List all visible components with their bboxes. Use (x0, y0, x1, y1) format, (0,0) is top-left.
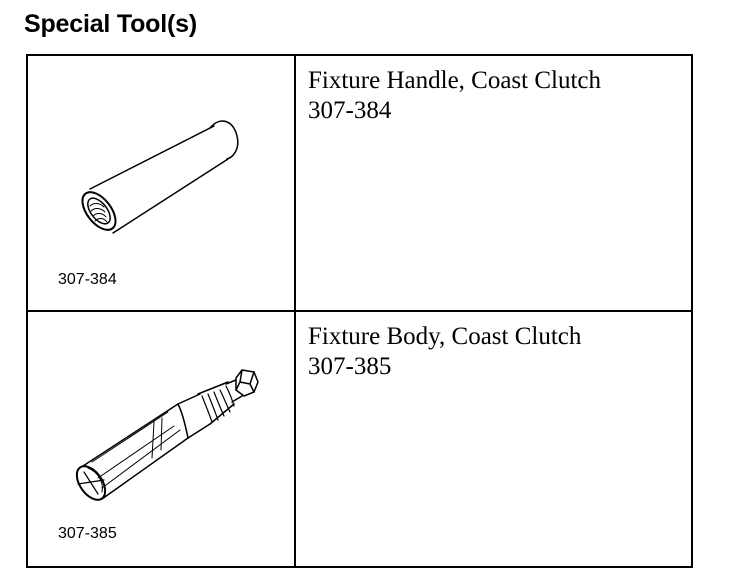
tool-number: 307-385 (308, 353, 392, 380)
tool-image-cell (28, 56, 296, 310)
tool-part-number-label: 307-384 (58, 271, 117, 288)
table-row (28, 312, 691, 566)
tool-description-cell (296, 312, 691, 566)
special-tools-table (26, 54, 693, 568)
table-row (28, 56, 691, 312)
tool-part-number-label: 307-385 (58, 525, 117, 542)
tool-image-cell (28, 312, 296, 566)
tool-description-cell (296, 56, 691, 310)
tool-name: Fixture Body, Coast Clutch (308, 323, 582, 350)
page-title: Special Tool(s) (24, 10, 197, 38)
tool-number: 307-384 (308, 97, 392, 124)
tool-name: Fixture Handle, Coast Clutch (308, 67, 602, 94)
